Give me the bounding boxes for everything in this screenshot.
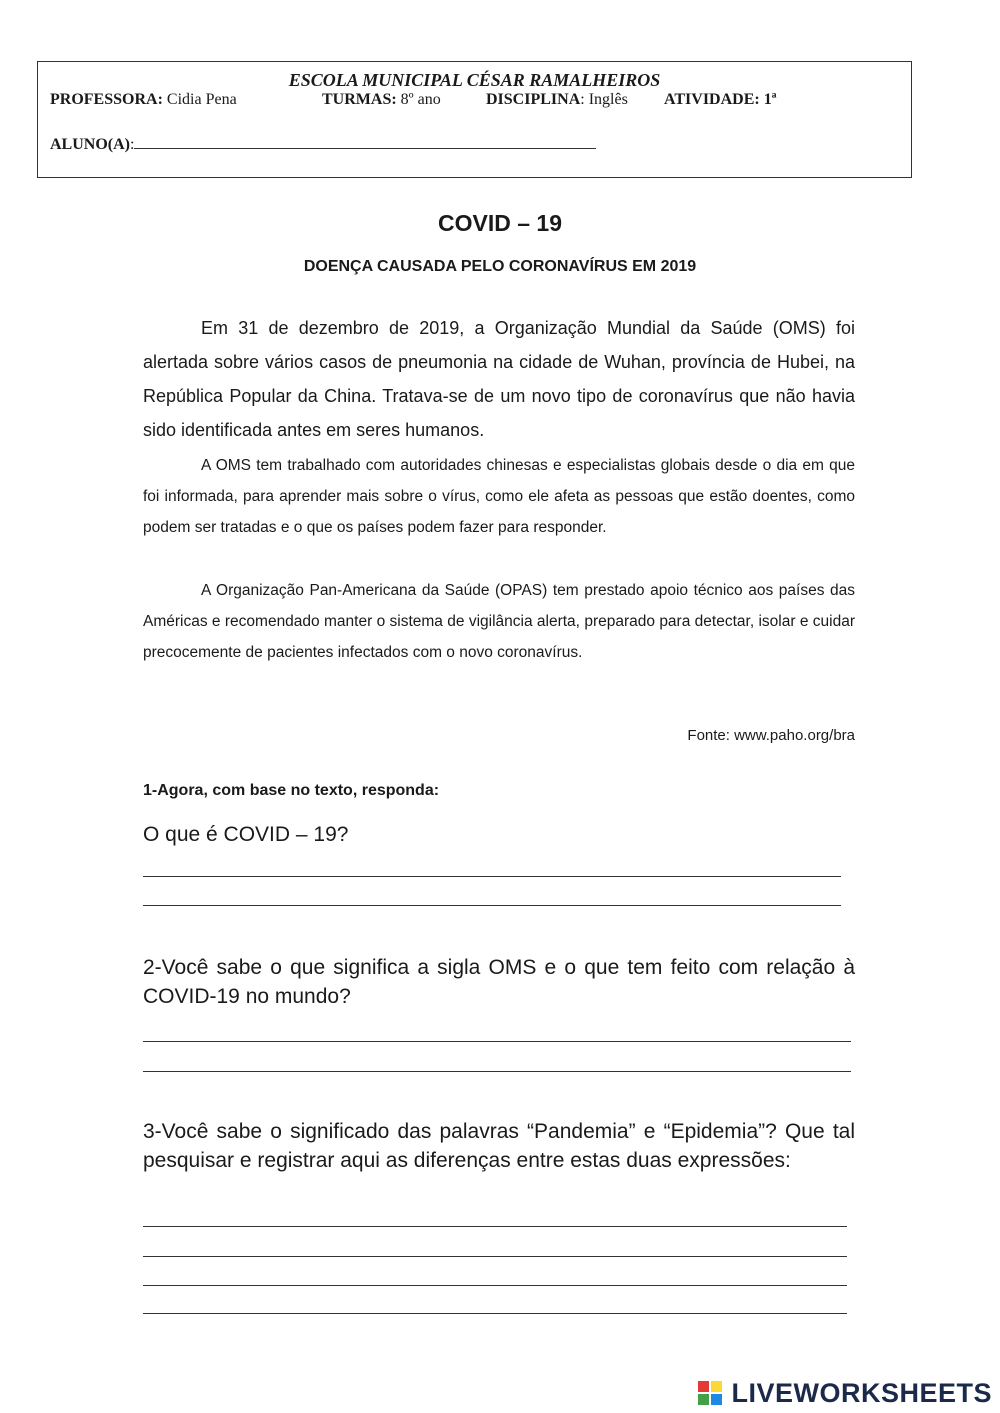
- subject-field: [486, 91, 628, 109]
- paragraph-1: Em 31 de dezembro de 2019, a Organização Mundial da Saúde (OMS) foi alertada sobre vários casos de pneumonia na cidade de Wuhan, província de Hubei, na República Popular da China. Tratava-se de um novo tipo de coronavírus que não havia sido identificada antes em seres humanos.: [143, 318, 855, 440]
- activity-label: ATIVIDADE: 1ª: [664, 91, 777, 108]
- class-value: 8º ano: [396, 91, 441, 108]
- page-title: COVID – 19: [438, 210, 562, 236]
- answer-line-3c[interactable]: [143, 1285, 847, 1286]
- student-label: ALUNO(A): [50, 136, 130, 153]
- subject-value: : Inglês: [580, 91, 628, 108]
- answer-line-2a[interactable]: [143, 1041, 851, 1042]
- student-field: [50, 134, 596, 154]
- student-colon: :: [130, 136, 135, 153]
- subject-label: DISCIPLINA: [486, 91, 581, 108]
- school-name: ESCOLA MUNICIPAL CÉSAR RAMALHEIROS: [288, 70, 661, 90]
- question-1: O que é COVID – 19?: [143, 823, 349, 846]
- logo-mark-icon: [698, 1381, 724, 1407]
- question-2: 2-Você sabe o que significa a sigla OMS e o que tem feito com relação à COVID-19 no mundo?: [143, 956, 855, 1008]
- source-citation: Fonte: www.paho.org/bra: [687, 727, 855, 744]
- answer-line-3a[interactable]: [143, 1226, 847, 1227]
- answer-line-3d[interactable]: [143, 1313, 847, 1314]
- header-box: [37, 61, 912, 178]
- answer-line-1b[interactable]: [143, 905, 841, 906]
- page-subtitle: DOENÇA CAUSADA PELO CORONAVÍRUS EM 2019: [303, 258, 697, 275]
- teacher-field: [50, 91, 237, 109]
- student-name-line[interactable]: [134, 134, 596, 149]
- questions-intro: 1-Agora, com base no texto, responda:: [143, 782, 440, 799]
- answer-line-2b[interactable]: [143, 1071, 851, 1072]
- teacher-value: Cidia Pena: [162, 91, 237, 108]
- logo-text: LIVEWORKSHEETS: [731, 1378, 992, 1408]
- class-label: TURMAS:: [322, 91, 397, 108]
- activity-field: [664, 91, 777, 109]
- paragraph-3: A Organização Pan-Americana da Saúde (OPAS) tem prestado apoio técnico aos países das Américas e recomendado manter o sistema de vigilância alerta, preparado para detectar, isolar e cuidar precocemente de pacientes infectados com o novo coronavírus.: [143, 582, 855, 661]
- class-field: [322, 91, 441, 109]
- teacher-label: PROFESSORA:: [50, 91, 163, 108]
- answer-line-3b[interactable]: [143, 1256, 847, 1257]
- liveworksheets-logo: [698, 1378, 992, 1408]
- answer-line-1a[interactable]: [143, 876, 841, 877]
- question-3: 3-Você sabe o significado das palavras “Pandemia” e “Epidemia”? Que tal pesquisar e registrar aqui as diferenças entre estas duas expressões:: [143, 1120, 855, 1172]
- paragraph-2: A OMS tem trabalhado com autoridades chinesas e especialistas globais desde o dia em que foi informada, para aprender mais sobre o vírus, como ele afeta as pessoas que estão doentes, como podem ser tratadas e o que os países podem fazer para responder.: [143, 457, 855, 536]
